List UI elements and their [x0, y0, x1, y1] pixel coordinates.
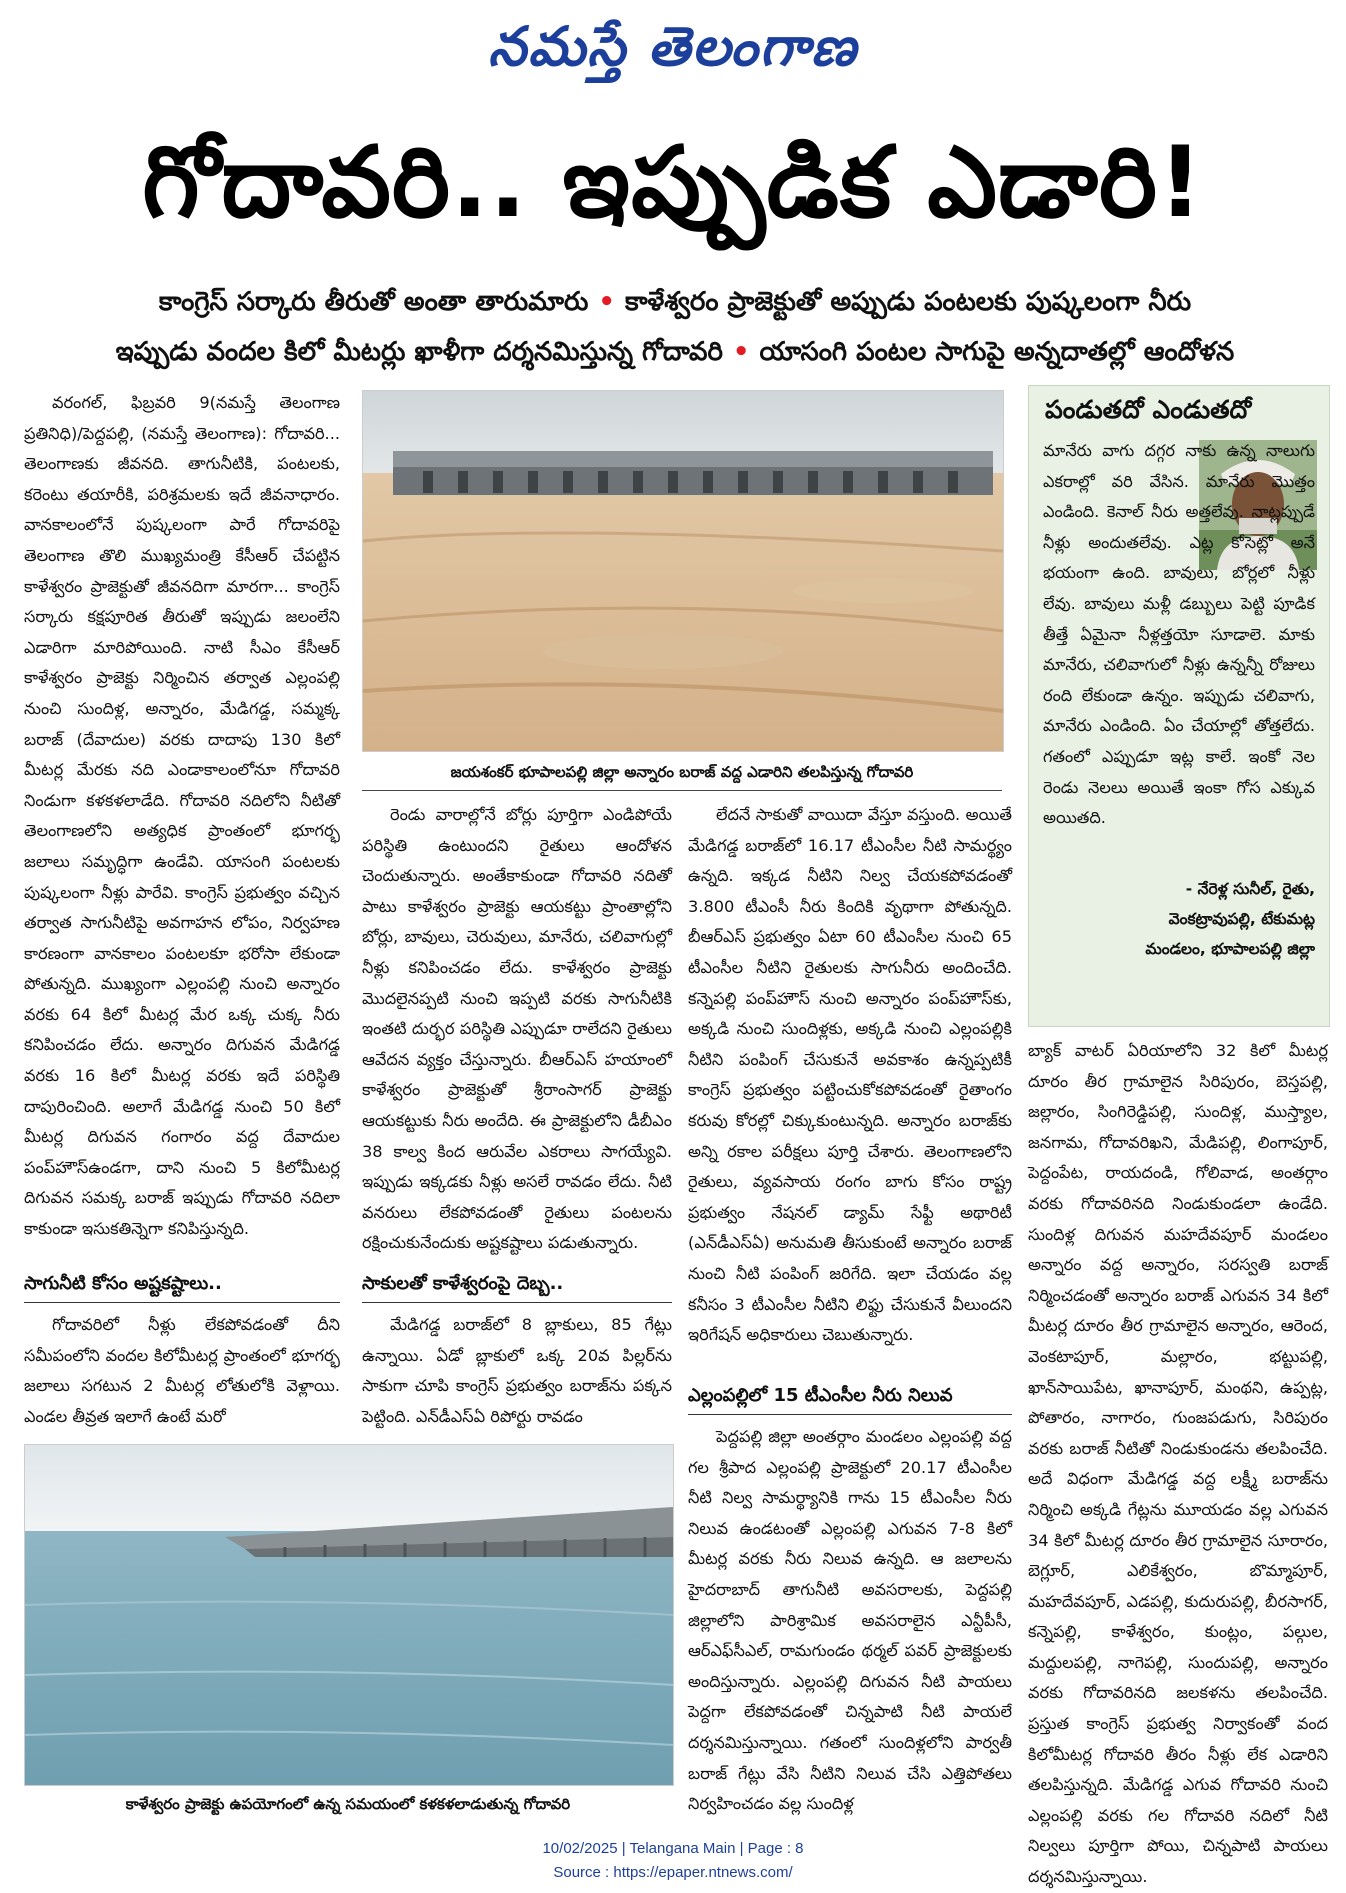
subhead-yellampalli-storage: ఎల్లంపల్లిలో 15 టీఎంసీల నీరు నిలువ [688, 1380, 1012, 1415]
column-3-text-2: పెద్దపల్లి జిల్లా అంతర్గాం మండలం ఎల్లంపల్లి వద్ద గల శ్రీపాద ఎల్లంపల్లి ప్రాజెక్టులో 20.17 టీఎంసీల నీటి నిల్వ సామర్థ్యానికి గాను 15 టీఎంసీల నీరు నిలువ ఉండటంతో ఎల్లంపల్లి ఎగువన 7-8 కిలో మీటర్ల వరకు నీరు నిలువ ఉన్నది. ఆ జలాలను హైదరాబాద్ తాగునీటి అవసరాలకు, పెద్దపల్లి జిల్లాలోని పారిశ్రామిక అవసరాలైన ఎన్టీపీసీ, ఆర్ఎఫ్‌సీఎల్, రామగుండం థర్మల్ పవర్ ప్రాజెక్టులకు అందిస్తున్నారు. ఎల్లంపల్లి దిగువన నీటి పాయలు పెద్దగా లేకపోవడంతో చిన్నపాటి నీటి పాయలే దర్శనమిస్తున్నాయి. గతంలో సుందిళ్లలోని పార్వతీ బరాజ్ గేట్లు వేసి నీటిని నిలువ చేసి ఎత్తిపోతలు నిర్వహించడం వల్ల సుందిళ్ల [688, 1427, 1012, 1814]
masthead-logo: నమస్తే తెలంగాణ [488, 14, 858, 78]
subhead-excuses-kaleshwaram: సాకులతో కాళేశ్వరంపై దెబ్బ.. [362, 1268, 672, 1303]
sidebar-title: పండుతదో ఎండుతదో [1045, 395, 1252, 424]
subline-2 [60, 332, 1290, 372]
attribution-district: మండలం, భూపాలపల్లి జిల్లా [1145, 940, 1315, 958]
article-column-4 [1028, 1036, 1328, 1887]
dry-riverbed-image [363, 391, 1003, 751]
sidebar-attribution [1045, 874, 1315, 964]
subline-1 [60, 282, 1290, 322]
subline-1-part-a: కాంగ్రెస్ సర్కారు తీరుతో అంతా తారుమారు [158, 287, 589, 317]
column-1-text: వరంగల్, ఫిబ్రవరి 9(నమస్తే తెలంగాణ ప్రతినిధి)/పెద్దపల్లి, (నమస్తే తెలంగాణ): గోదావరి... తెలంగాణకు జీవనది. తాగునీటికి, పంటలకు, కరెంటు తయారీకి, పరిశ్రమలకు ఇదే జీవనాధారం. వానకాలంలోనే పుష్కలంగా పారే గోదావరిపై తెలంగాణ తొలి ముఖ్యమంత్రి కేసీఆర్ చేపట్టిన కాళేశ్వరం ప్రాజెక్టుతో జీవనదిగా మారగా... కాంగ్రెస్ సర్కారు కక్షపూరిత తీరుతో ఇప్పుడు జలంలేని ఎడారిగా మారిపోయింది. నాటి సీఎం కేసీఆర్ కాళేశ్వరం ప్రాజెక్టు నిర్మించిన తర్వాత ఎల్లంపల్లి నుంచి సుందిళ్ల, అన్నారం, మేడిగడ్డ, సమ్మక్క బరాజ్ (దేవాదుల) వరకు దాదాపు 130 కిలో మీటర్ల మేరకు నది ఎండాకాలంలోనూ గోదావరి నిండుగా కళకళలాడేది. గోదావరి నదిలోని నీటితో తెలంగాణలోని అత్యధిక ప్రాంతంలో భూగర్భ జలాలు సమృద్ధిగా ఉండేవి. యాసంగి పంటలకు పుష్కలంగా నీళ్లు పారేవి. కాంగ్రెస్ ప్రభుత్వం వచ్చిన తర్వాత సాగునీటిపై అవగాహన లోపం, నిర్వహణ కారణంగా వానకాలం పంటలకూ భరోసా లేకుండా పోతున్నది. ముఖ్యంగా ఎల్లంపల్లి నుంచి అన్నారం వరకు 64 కిలో మీటర్ల మేర ఒక్క చుక్క నీరు కనిపించడం లేదు. అన్నారం దిగువన మేడిగడ్డ వరకు 16 కిలో మీటర్ల వరకు ఇదే పరిస్థితి దాపురించింది. అలాగే మేడిగడ్డ నుంచి 50 కిలో మీటర్ల దిగువన గంగారం వద్ద దేవాదుల పంప్‌హౌస్‌ఉండగా, దాని నుంచి 5 కిలోమీటర్ల దిగువన సమక్క బరాజ్ ఇప్పుడు గోదావరి నదిలా కాకుండా ఇసుకతిన్నెగా కనిపిస్తున్నది. [24, 393, 340, 1239]
attribution-village: వెంకట్రావుపల్లి, టేకుమట్ల [1168, 910, 1315, 928]
bullet-icon: • [732, 337, 750, 367]
footer-date-line: 10/02/2025 | Telangana Main | Page : 8 [542, 1840, 804, 1857]
subline-1-part-b: కాళేశ్వరం ప్రాజెక్టుతో అప్పుడు పంటలకు పుష్కలంగా నీరు [625, 287, 1192, 317]
column-1-text-2: గోదావరిలో నీళ్లు లేకపోవడంతో దీని సమీపంలోని వందల కిలోమీటర్ల ప్రాంతంలో భూగర్భ జలాలు సగటున 2 మీటర్ల లోతులోకి వెళ్లాయి. ఎండల తీవ్రత ఇలాగే ఉంటే మరో [24, 1315, 340, 1426]
farmer-quote-box [1028, 385, 1330, 1027]
headline: గోదావరి.. ఇప్పుడిక ఎడారి! [142, 126, 1204, 240]
subline-2-part-a: ఇప్పుడు వందల కిలో మీటర్లు ఖాళీగా దర్శనమిస్తున్న గోదావరి [115, 337, 723, 367]
subhead-irrigation-troubles: సాగునీటి కోసం అష్టకష్టాలు.. [24, 1268, 340, 1303]
bullet-icon: • [598, 287, 615, 317]
article-column-2 [362, 800, 672, 1258]
article-column-2-continued [362, 1310, 672, 1434]
subline-2-part-b: యాసంగి పంటల సాగుపై అన్నదాతల్లో ఆందోళన [759, 337, 1235, 367]
sidebar-quote-text [1043, 436, 1315, 834]
column-2-text: రెండు వారాల్లోనే బోర్లు పూర్తిగా ఎండిపోయే పరిస్థితి ఉంటుందని రైతులు ఆందోళన చెందుతున్నారు. అంతేకాకుండా గోదావరి నదితో పాటు కాళేశ్వరం ప్రాజెక్టు ఆయకట్టు ప్రాంతాల్లోని బోర్లు, బావులు, చెరువులు, మానేరు, చలివాగుల్లో నీళ్లు కనిపించడం లేదు. కాళేశ్వరం ప్రాజెక్టు మొదలైనప్పటి నుంచి ఇప్పటి వరకు సాగునీటికి ఇంతటి దుర్భర పరిస్థితి ఎప్పుడూ రాలేదని రైతులు ఆవేదన వ్యక్తం చేస్తున్నారు. బీఆర్ఎస్ హయాంలో కాళేశ్వరం ప్రాజెక్టుతో శ్రీరాంసాగర్ ప్రాజెక్టు ఆయకట్టుకు నీరు అందేది. ఈ ప్రాజెక్టులోని డీబీఎం 38 కాల్వ కింద ఆరువేల ఎకరాలు సాగయ్యేవి. ఇప్పుడు ఇక్కడకు నీళ్లు అసలే రావడం లేదు. నీటి వనరులు లేకపోవడంతో రైతులు పంటలను రక్షించుకునేందుకు అష్టకష్టాలు పడుతున్నారు. [362, 805, 672, 1253]
photo-full-godavari [24, 1444, 674, 1786]
attribution-name: - నేరెళ్ల సునీల్, రైతు, [1185, 880, 1315, 898]
photo-2-caption: కాళేశ్వరం ప్రాజెక్టు ఉపయోగంలో ఉన్న సమయంలో కళకళలాడుతున్న గోదావరి [125, 1795, 571, 1813]
column-3-text: లేదనే సాకుతో వాయిదా వేస్తూ వస్తుంది. అయితే మేడిగడ్డ బరాజ్‌లో 16.17 టీఎంసీల నీటి సామర్థ్యం ఉన్నది. ఇక్కడ నీటిని నిల్వ చేయకపోవడంతో 3.800 టీఎంసీ నీరు కిందికి వృథాగా పోతున్నది. బీఆర్ఎస్ ప్రభుత్వం ఏటా 60 టీఎంసీల నుంచి 65 టీఎంసీల నీటిని రైతులకు సాగునీరు అందించేది. కన్నెపల్లి పంప్‌హౌస్ నుంచి అన్నారం పంప్‌హౌస్‌కు, అక్కడి నుంచి సుందిళ్లకు, అక్కడి నుంచి ఎల్లంపల్లికి నీటిని పంపింగ్ చేసుకునే అవకాశం ఉన్నప్పటికీ కాంగ్రెస్ ప్రభుత్వం పట్టించుకోకపోవడంతో రైతాంగం కరువు కోరల్లో చిక్కుకుంటున్నది. అన్నారం బరాజ్‌కు అన్ని రకాల పరీక్షలు పూర్తి చేశారు. తెలంగాణలోని రైతులు, వ్యవసాయ రంగం బాగు కోసం రాష్ట్ర ప్రభుత్వం నేషనల్ డ్యామ్ సేఫ్టీ అథారిటీ (ఎన్‌డీఎస్ఏ) అనుమతి తీసుకుంటే అన్నారం బరాజ్ నుంచి నీటి పంపింగ్ జరిగేది. ఇలా చేయడం వల్ల కనీసం 3 టీఎంసీల నీటిని లిఫ్టు చేసుకునే వీలుందని ఇరిగేషన్ అధికారులు చెబుతున్నారు. [688, 805, 1012, 1345]
article-column-3-continued [688, 1422, 1012, 1822]
sidebar-quote: మానేరు వాగు దగ్గర నాకు ఉన్న నాలుగు ఎకరాల్లో వరి వేసిన. మానేరు మొత్తం ఎండింది. కెనాల్ నీరు అత్తలేవు. నాట్లప్పుడే నీళ్లు అందుతలేవు. ఎట్ల కోసెట్లో అనే భయంగా ఉంది. బావులు, బోర్లలో నీళ్లు లేవు. బావులు మళ్లీ డబ్బులు పెట్టి పూడిక తీత్తే ఏమైనా నీళ్లత్తయో సూడాలె. మాకు మానేరు, చలివాగులో నీళ్లు ఉన్నన్నీ రోజులు రంది లేకుండా ఉన్నం. ఇప్పుడు చలివాగు, మానేరు ఎండింది. ఏం చేయాల్లో తోత్తలేదు. గతంలో ఎప్పుడూ ఇట్ల కాలే. ఇంకో నెల రెండు నెలలు అయితే ఇంకా గోస ఎక్కువ అయితది. [1043, 441, 1315, 828]
footer-source-link[interactable]: Source : https://epaper.ntnews.com/ [553, 1864, 793, 1881]
caption-divider [362, 790, 1002, 791]
photo-dry-godavari [362, 390, 1004, 752]
article-column-1-continued [24, 1310, 340, 1434]
article-column-3 [688, 800, 1012, 1370]
full-river-image [25, 1445, 673, 1785]
column-4-text: బ్యాక్ వాటర్ ఏరియాలోని 32 కిలో మీటర్ల దూరం తీర గ్రామాలైన సిరిపురం, బెస్తపల్లి, జల్లారం, సింగిరెడ్డిపల్లి, సుందిళ్ల, ముస్త్యాల, జనగామ, గోదావరిఖని, మేడిపల్లి, లింగాపూర్, పెద్దంపేట, రాయదండి, గోలివాడ, అంతర్గాం వరకు గోదావరినది నిండుకుండలా ఉండేది. సుందిళ్ల దిగువన మహదేవపూర్ మండలం అన్నారం వద్ద అన్నారం, సరస్వతి బరాజ్ నిర్మించడంతో అన్నారం బరాజ్ ఎగువన 34 కిలో మీటర్ల దూరం తీర గ్రామాలైన అన్నారం, ఆరెంద, వెంకటాపూర్, మల్లారం, భట్టుపల్లి, ఖాన్‌సాయిపేట, ఖానాపూర్, మంథని, ఉప్పట్ల, పోతారం, నాగారం, గుంజపడుగు, సిరిపురం వరకు బరాజ్ నీటితో నిండుకుండను తలపించేది. అదే విధంగా మేడిగడ్డ వద్ద లక్ష్మీ బరాజ్‌ను నిర్మించి అక్కడి గేట్లను మూయడం వల్ల ఎగువన 34 కిలో మీటర్ల దూరం తీర గ్రామాలైన సూరారం, బెగ్లూర్, ఎలికేశ్వరం, బొమ్మాపూర్, మహదేవపూర్, ఎడపల్లి, కుదురుపల్లి, బీరసాగర్, కన్నెపల్లి, కాళేశ్వరం, కుంట్లం, పల్గుల, మద్దులపల్లి, నాగెపల్లి, సుందుపల్లి, అన్నారం వరకు గోదావరినది జలకళను తలపించేది. ప్రస్తుత కాంగ్రెస్ ప్రభుత్వ నిర్వాకంతో వంద కిలోమీటర్ల గోదావరి తీరం నీళ్లు లేక ఎడారిని తలపిస్తున్నది. మేడిగడ్డ ఎగువ గోదావరి నుంచి ఎల్లంపల్లి వరకు గల గోదావరి నదిలో నీటి నిల్వలు పూర్తిగా పోయి, చిన్నపాటి పాయలు దర్శనమిస్తున్నాయి. [1028, 1041, 1328, 1887]
article-column-1 [24, 388, 340, 1258]
photo-1-caption: జయశంకర్ భూపాలపల్లి జిల్లా అన్నారం బరాజ్ వద్ద ఎడారిని తలపిస్తున్న గోదావరి [450, 763, 914, 781]
column-2-text-2: మేడిగడ్డ బరాజ్‌లో 8 బ్లాకులు, 85 గేట్లు ఉన్నాయి. ఏడో బ్లాకులో ఒక్క 20వ పిల్లర్‌ను సాకుగా చూపి కాంగ్రెస్ ప్రభుత్వం బరాజ్‌ను పక్కన పెట్టింది. ఎన్‌డీఎస్ఏ రిపోర్టు రావడం [362, 1315, 672, 1426]
